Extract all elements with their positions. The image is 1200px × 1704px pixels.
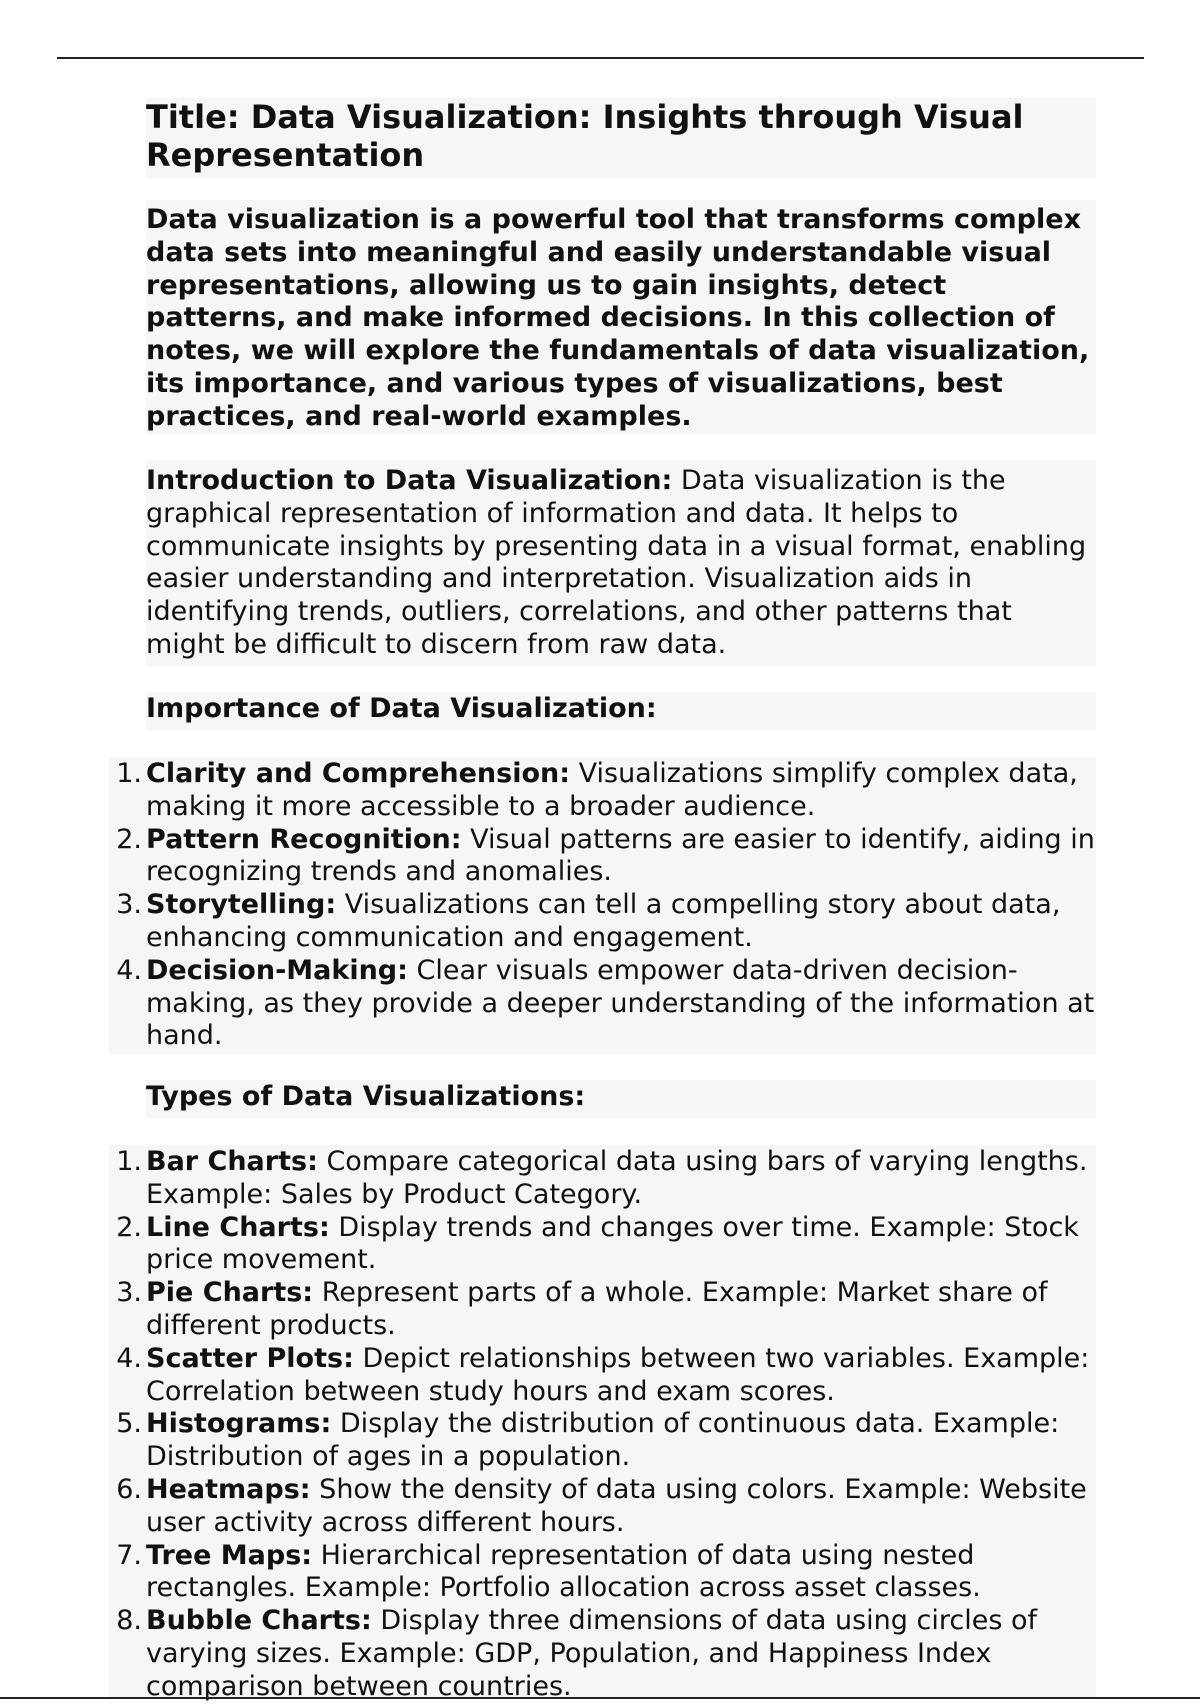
introduction-text: Data visualization is the graphical representation of information and data. It helps to communicate insights by presenting data in a visual format, enabling easier understanding and interpretation. Visualization aids in identifying trends, outliers, correlations, and other patterns that might be difficult to discern from raw data.	[146, 465, 1087, 660]
list-item-term: Storytelling:	[146, 889, 337, 921]
list-number: 8.	[116, 1605, 142, 1637]
introduction-paragraph	[146, 465, 1096, 662]
list-item-desc: Visualizations can tell a compelling story about data, enhancing communication and engagement.	[146, 889, 1061, 953]
importance-list	[116, 758, 1096, 1053]
list-number: 3.	[116, 889, 142, 921]
intro-paragraph: Data visualization is a powerful tool that transforms complex data sets into meaningful and easily understandable visual representations, allowing us to gain insights, detect patterns, and make informed decisions. In this collection of notes, we will explore the fundamentals of data visualization, its importance, and various types of visualizations, best practices, and real-world examples.	[146, 204, 1090, 432]
list-item-term: Pattern Recognition:	[146, 823, 462, 855]
list-item-term: Bar Charts:	[146, 1146, 318, 1177]
list-item-term: Scatter Plots:	[146, 1342, 354, 1374]
types-heading: Types of Data Visualizations:	[146, 1081, 586, 1112]
list-item-term: Tree Maps:	[146, 1539, 313, 1571]
list-item	[116, 1539, 1096, 1606]
list-item-desc: Show the density of data using colors. Example: Website user activity across different hours.	[146, 1473, 1087, 1538]
list-item	[116, 758, 1096, 824]
list-item	[116, 1342, 1096, 1409]
list-item	[116, 1211, 1096, 1278]
list-number: 3.	[116, 1277, 142, 1309]
list-number: 4.	[116, 954, 142, 986]
list-item	[116, 1473, 1096, 1540]
list-number: 4.	[116, 1342, 142, 1374]
list-item	[116, 954, 1096, 1053]
page-title: Title: Data Visualization: Insights through Visual Representation	[146, 98, 1024, 174]
list-item-desc: Visualizations simplify complex data, making it more accessible to a broader audience.	[146, 758, 1078, 822]
list-number: 1.	[116, 758, 142, 789]
list-number: 7.	[116, 1539, 142, 1571]
list-item-desc: Display the distribution of continuous data. Example: Distribution of ages in a population.	[146, 1408, 1060, 1473]
list-number: 6.	[116, 1473, 142, 1505]
importance-heading: Importance of Data Visualization:	[146, 693, 657, 724]
list-item	[116, 1146, 1096, 1212]
list-item-term: Histograms:	[146, 1408, 332, 1440]
list-number: 2.	[116, 823, 142, 855]
list-item-term: Pie Charts:	[146, 1277, 314, 1309]
list-item-term: Line Charts:	[146, 1211, 330, 1243]
list-number: 1.	[116, 1146, 142, 1177]
introduction-label: Introduction to Data Visualization:	[146, 465, 673, 496]
list-item-desc: Clear visuals empower data-driven decision-making, as they provide a deeper understanding of the information at hand.	[146, 954, 1095, 1052]
list-item	[116, 1408, 1096, 1474]
bottom-rule	[0, 1697, 1200, 1699]
list-item-term: Decision-Making:	[146, 954, 408, 986]
list-number: 2.	[116, 1211, 142, 1243]
list-item-desc: Display trends and changes over time. Example: Stock price movement.	[146, 1211, 1079, 1276]
list-item	[116, 823, 1096, 890]
list-item-term: Heatmaps:	[146, 1473, 311, 1505]
list-item-desc: Visual patterns are easier to identify, aiding in recognizing trends and anomalies.	[146, 823, 1095, 888]
list-item-desc: Display three dimensions of data using circles of varying sizes. Example: GDP, Population, and Happiness Index comparison between countries.	[146, 1605, 1037, 1702]
list-item-desc: Depict relationships between two variables. Example: Correlation between study hours and exam scores.	[146, 1342, 1090, 1407]
list-item-term: Bubble Charts:	[146, 1605, 372, 1637]
list-item-desc: Represent parts of a whole. Example: Market share of different products.	[146, 1277, 1048, 1341]
list-item-desc: Compare categorical data using bars of varying lengths. Example: Sales by Product Category.	[146, 1146, 1088, 1210]
list-item	[116, 1605, 1096, 1703]
types-list	[116, 1146, 1096, 1704]
list-item-term: Clarity and Comprehension:	[146, 758, 571, 789]
list-item-desc: Hierarchical representation of data using nested rectangles. Example: Portfolio allocation across asset classes.	[146, 1539, 981, 1604]
list-number: 5.	[116, 1408, 142, 1440]
list-item	[116, 889, 1096, 955]
list-item	[116, 1277, 1096, 1343]
